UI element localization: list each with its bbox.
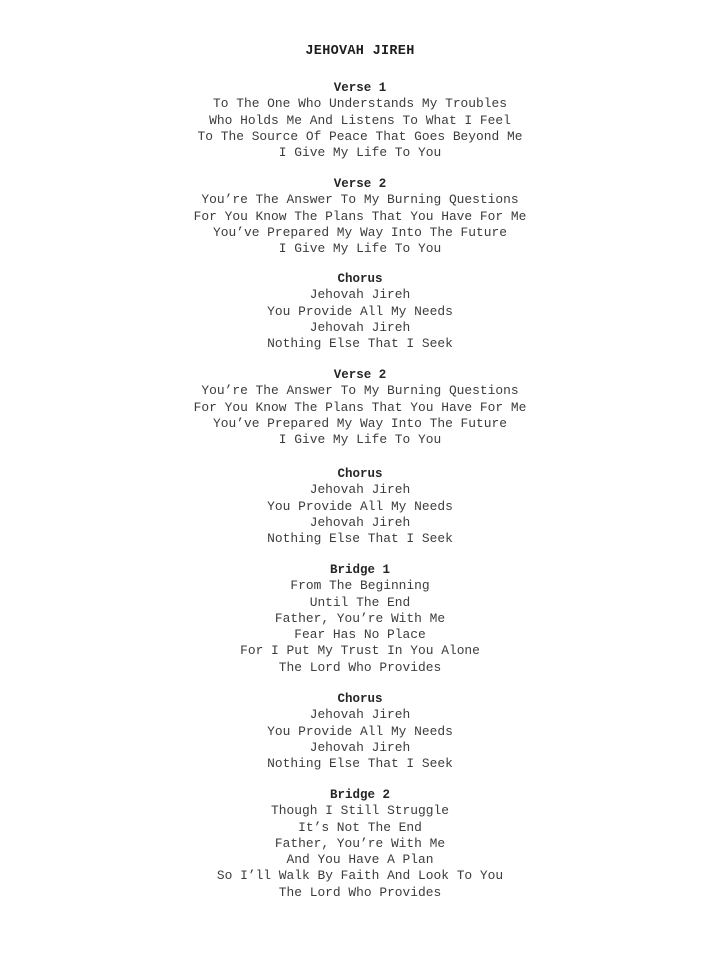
- section-heading: Verse 2: [333, 368, 387, 382]
- lyric-section-verse-2: [0, 176, 720, 257]
- lyric-line: Nothing Else That I Seek: [267, 336, 453, 352]
- lyric-line: Though I Still Struggle: [271, 803, 449, 819]
- lyric-line: Jehovah Jireh: [309, 739, 411, 755]
- lyric-line: You’re The Answer To My Burning Questions: [201, 192, 519, 208]
- section-heading: Bridge 1: [329, 563, 390, 577]
- lyric-line: Jehovah Jireh: [309, 319, 411, 335]
- lyric-line: Jehovah Jireh: [309, 482, 411, 498]
- lyric-line: So I’ll Walk By Faith And Look To You: [216, 868, 504, 884]
- lyric-line: You’ve Prepared My Way Into The Future: [213, 415, 507, 431]
- lyric-line: Nothing Else That I Seek: [267, 756, 453, 772]
- section-heading: Chorus: [337, 272, 383, 286]
- lyric-line: You Provide All My Needs: [267, 303, 453, 319]
- lyric-line: From The Beginning: [290, 578, 430, 594]
- lyric-section-chorus: [0, 271, 720, 352]
- lyric-line: And You Have A Plan: [286, 852, 434, 868]
- section-heading: Chorus: [337, 692, 383, 706]
- lyric-line: For You Know The Plans That You Have For Me: [193, 399, 527, 415]
- lyric-line: I Give My Life To You: [278, 432, 442, 448]
- lyric-line: You’re The Answer To My Burning Questions: [201, 383, 519, 399]
- lyric-section-verse-2: [0, 367, 720, 448]
- lyric-line: Who Holds Me And Listens To What I Feel: [209, 112, 511, 128]
- lyric-line: Nothing Else That I Seek: [267, 531, 453, 547]
- lyric-line: To The One Who Understands My Troubles: [213, 96, 507, 112]
- lyric-section-bridge-1: [0, 562, 720, 676]
- lyric-line: Jehovah Jireh: [309, 514, 411, 530]
- section-heading: Verse 1: [333, 81, 387, 95]
- lyric-line: To The Source Of Peace That Goes Beyond Me: [197, 128, 523, 144]
- lyric-line: It’s Not The End: [298, 819, 422, 835]
- lyric-line: Jehovah Jireh: [309, 707, 411, 723]
- lyric-section-chorus: [0, 466, 720, 547]
- lyric-line: Father, You’re With Me: [274, 835, 446, 851]
- lyric-line: I Give My Life To You: [278, 241, 442, 257]
- lyric-line: You Provide All My Needs: [267, 498, 453, 514]
- lyric-section-verse-1: [0, 80, 720, 161]
- lyric-line: For You Know The Plans That You Have For Me: [193, 208, 527, 224]
- section-heading: Chorus: [337, 467, 383, 481]
- lyric-line: Jehovah Jireh: [309, 287, 411, 303]
- lyric-line: The Lord Who Provides: [278, 659, 442, 675]
- lyric-line: You Provide All My Needs: [267, 723, 453, 739]
- section-heading: Verse 2: [333, 177, 387, 191]
- lyric-section-bridge-2: [0, 787, 720, 901]
- lyric-line: I Give My Life To You: [278, 145, 442, 161]
- lyric-line: Until The End: [309, 594, 411, 610]
- song-title: JEHOVAH JIREH: [305, 44, 415, 59]
- section-heading: Bridge 2: [329, 788, 390, 802]
- lyric-line: The Lord Who Provides: [278, 884, 442, 900]
- lyric-line: Fear Has No Place: [294, 627, 426, 643]
- lyric-section-chorus: [0, 691, 720, 772]
- lyric-line: For I Put My Trust In You Alone: [240, 643, 480, 659]
- lyric-line: Father, You’re With Me: [274, 610, 446, 626]
- lyric-line: You’ve Prepared My Way Into The Future: [213, 224, 507, 240]
